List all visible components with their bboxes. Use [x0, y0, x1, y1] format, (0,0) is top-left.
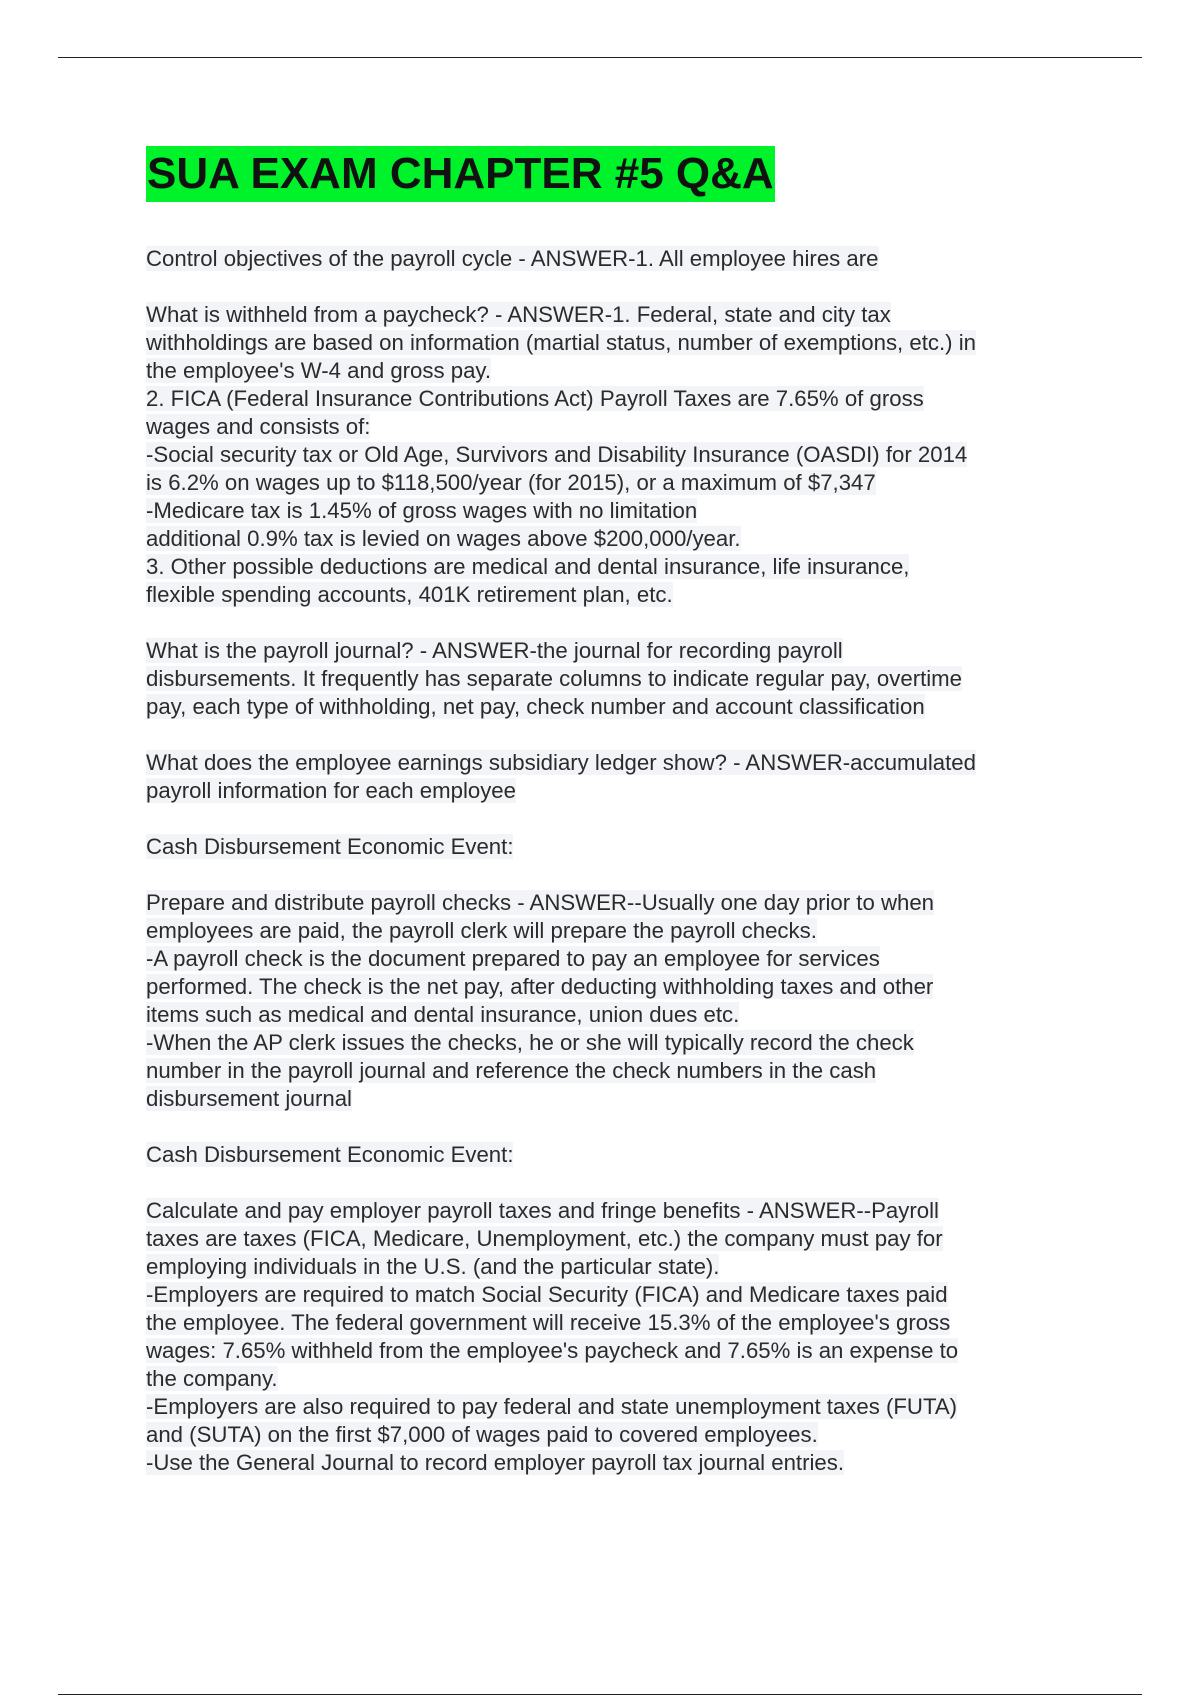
text-line-content: 2. FICA (Federal Insurance Contributions Act) Payroll Taxes are 7.65% of gross [146, 386, 924, 411]
text-line-content: What is the payroll journal? - ANSWER-the journal for recording payroll [146, 638, 843, 663]
text-line-content: -Employers are also required to pay federal and state unemployment taxes (FUTA) [146, 1394, 958, 1419]
qa-entry [146, 889, 1066, 1113]
document-title: SUA EXAM CHAPTER #5 Q&A [146, 146, 775, 202]
text-line-content: wages: 7.65% withheld from the employee's paycheck and 7.65% is an expense to [146, 1338, 959, 1363]
text-line-content: wages and consists of: [146, 414, 371, 439]
text-line [146, 637, 1066, 665]
text-line [146, 749, 1066, 777]
title-block [146, 146, 1066, 202]
text-line [146, 1309, 1066, 1337]
text-line-content: Control objectives of the payroll cycle - ANSWER-1. All employee hires are [146, 246, 879, 271]
text-line-content: What does the employee earnings subsidiary ledger show? - ANSWER-accumulated [146, 750, 976, 775]
text-line [146, 1421, 1066, 1449]
text-line [146, 245, 1066, 273]
text-line-content: is 6.2% on wages up to $118,500/year (for 2015), or a maximum of $7,347 [146, 470, 876, 495]
text-line [146, 1225, 1066, 1253]
text-line-content: disbursements. It frequently has separate columns to indicate regular pay, overtime [146, 666, 963, 691]
text-line [146, 833, 1066, 861]
text-line-content: flexible spending accounts, 401K retirement plan, etc. [146, 582, 673, 607]
text-line-content: number in the payroll journal and reference the check numbers in the cash [146, 1058, 877, 1083]
qa-entry [146, 1141, 1066, 1169]
text-line [146, 385, 1066, 413]
text-line [146, 945, 1066, 973]
text-line-content: employees are paid, the payroll clerk will prepare the payroll checks. [146, 918, 817, 943]
text-line-content: -Employers are required to match Social Security (FICA) and Medicare taxes paid [146, 1282, 948, 1307]
text-line-content: -Social security tax or Old Age, Survivors and Disability Insurance (OASDI) for 2014 [146, 442, 968, 467]
text-line [146, 1281, 1066, 1309]
text-line [146, 413, 1066, 441]
text-line-content: items such as medical and dental insurance, union dues etc. [146, 1002, 740, 1027]
text-line [146, 1197, 1066, 1225]
text-line-content: withholdings are based on information (martial status, number of exemptions, etc.) in [146, 330, 976, 355]
text-line [146, 1001, 1066, 1029]
text-line [146, 357, 1066, 385]
text-line-content: the employee's W-4 and gross pay. [146, 358, 492, 383]
text-line [146, 1085, 1066, 1113]
text-line [146, 469, 1066, 497]
text-line-content: -Medicare tax is 1.45% of gross wages with no limitation [146, 498, 698, 523]
top-divider [58, 57, 1142, 58]
text-line-content: performed. The check is the net pay, after deducting withholding taxes and other [146, 974, 934, 999]
text-line-content: and (SUTA) on the first $7,000 of wages paid to covered employees. [146, 1422, 818, 1447]
text-line [146, 581, 1066, 609]
document-body [146, 146, 1066, 1505]
text-line-content: Prepare and distribute payroll checks - ANSWER--Usually one day prior to when [146, 890, 935, 915]
text-line-content: -When the AP clerk issues the checks, he or she will typically record the check [146, 1030, 914, 1055]
text-line [146, 693, 1066, 721]
text-line [146, 1029, 1066, 1057]
text-line-content: 3. Other possible deductions are medical and dental insurance, life insurance, [146, 554, 910, 579]
qa-entry [146, 245, 1066, 273]
text-line [146, 553, 1066, 581]
text-line [146, 1141, 1066, 1169]
qa-entry [146, 833, 1066, 861]
text-line [146, 1449, 1066, 1477]
text-line [146, 1253, 1066, 1281]
text-line [146, 301, 1066, 329]
text-line [146, 1393, 1066, 1421]
qa-entry [146, 637, 1066, 721]
text-line-content: employing individuals in the U.S. (and the particular state). [146, 1254, 720, 1279]
text-line-content: Cash Disbursement Economic Event: [146, 834, 514, 859]
text-line [146, 441, 1066, 469]
text-line [146, 973, 1066, 1001]
text-line [146, 1365, 1066, 1393]
text-line-content: Calculate and pay employer payroll taxes and fringe benefits - ANSWER--Payroll [146, 1198, 939, 1223]
text-line [146, 889, 1066, 917]
qa-entry [146, 749, 1066, 805]
text-line-content: the company. [146, 1366, 278, 1391]
text-line [146, 665, 1066, 693]
text-line [146, 1337, 1066, 1365]
text-line-content: What is withheld from a paycheck? - ANSWER-1. Federal, state and city tax [146, 302, 891, 327]
text-line [146, 497, 1066, 525]
qa-entry [146, 1197, 1066, 1477]
text-line-content: additional 0.9% tax is levied on wages above $200,000/year. [146, 526, 741, 551]
bottom-divider [58, 1694, 1142, 1695]
text-line-content: payroll information for each employee [146, 778, 516, 803]
text-line-content: the employee. The federal government will receive 15.3% of the employee's gross [146, 1310, 951, 1335]
text-line [146, 777, 1066, 805]
qa-list [146, 245, 1066, 1477]
text-line-content: -Use the General Journal to record employer payroll tax journal entries. [146, 1450, 845, 1475]
text-line [146, 917, 1066, 945]
text-line [146, 1057, 1066, 1085]
qa-entry [146, 301, 1066, 609]
text-line [146, 525, 1066, 553]
text-line-content: pay, each type of withholding, net pay, check number and account classification [146, 694, 925, 719]
text-line-content: Cash Disbursement Economic Event: [146, 1142, 514, 1167]
text-line-content: -A payroll check is the document prepared to pay an employee for services [146, 946, 880, 971]
text-line-content: taxes are taxes (FICA, Medicare, Unemployment, etc.) the company must pay for [146, 1226, 943, 1251]
text-line [146, 329, 1066, 357]
text-line-content: disbursement journal [146, 1086, 352, 1111]
